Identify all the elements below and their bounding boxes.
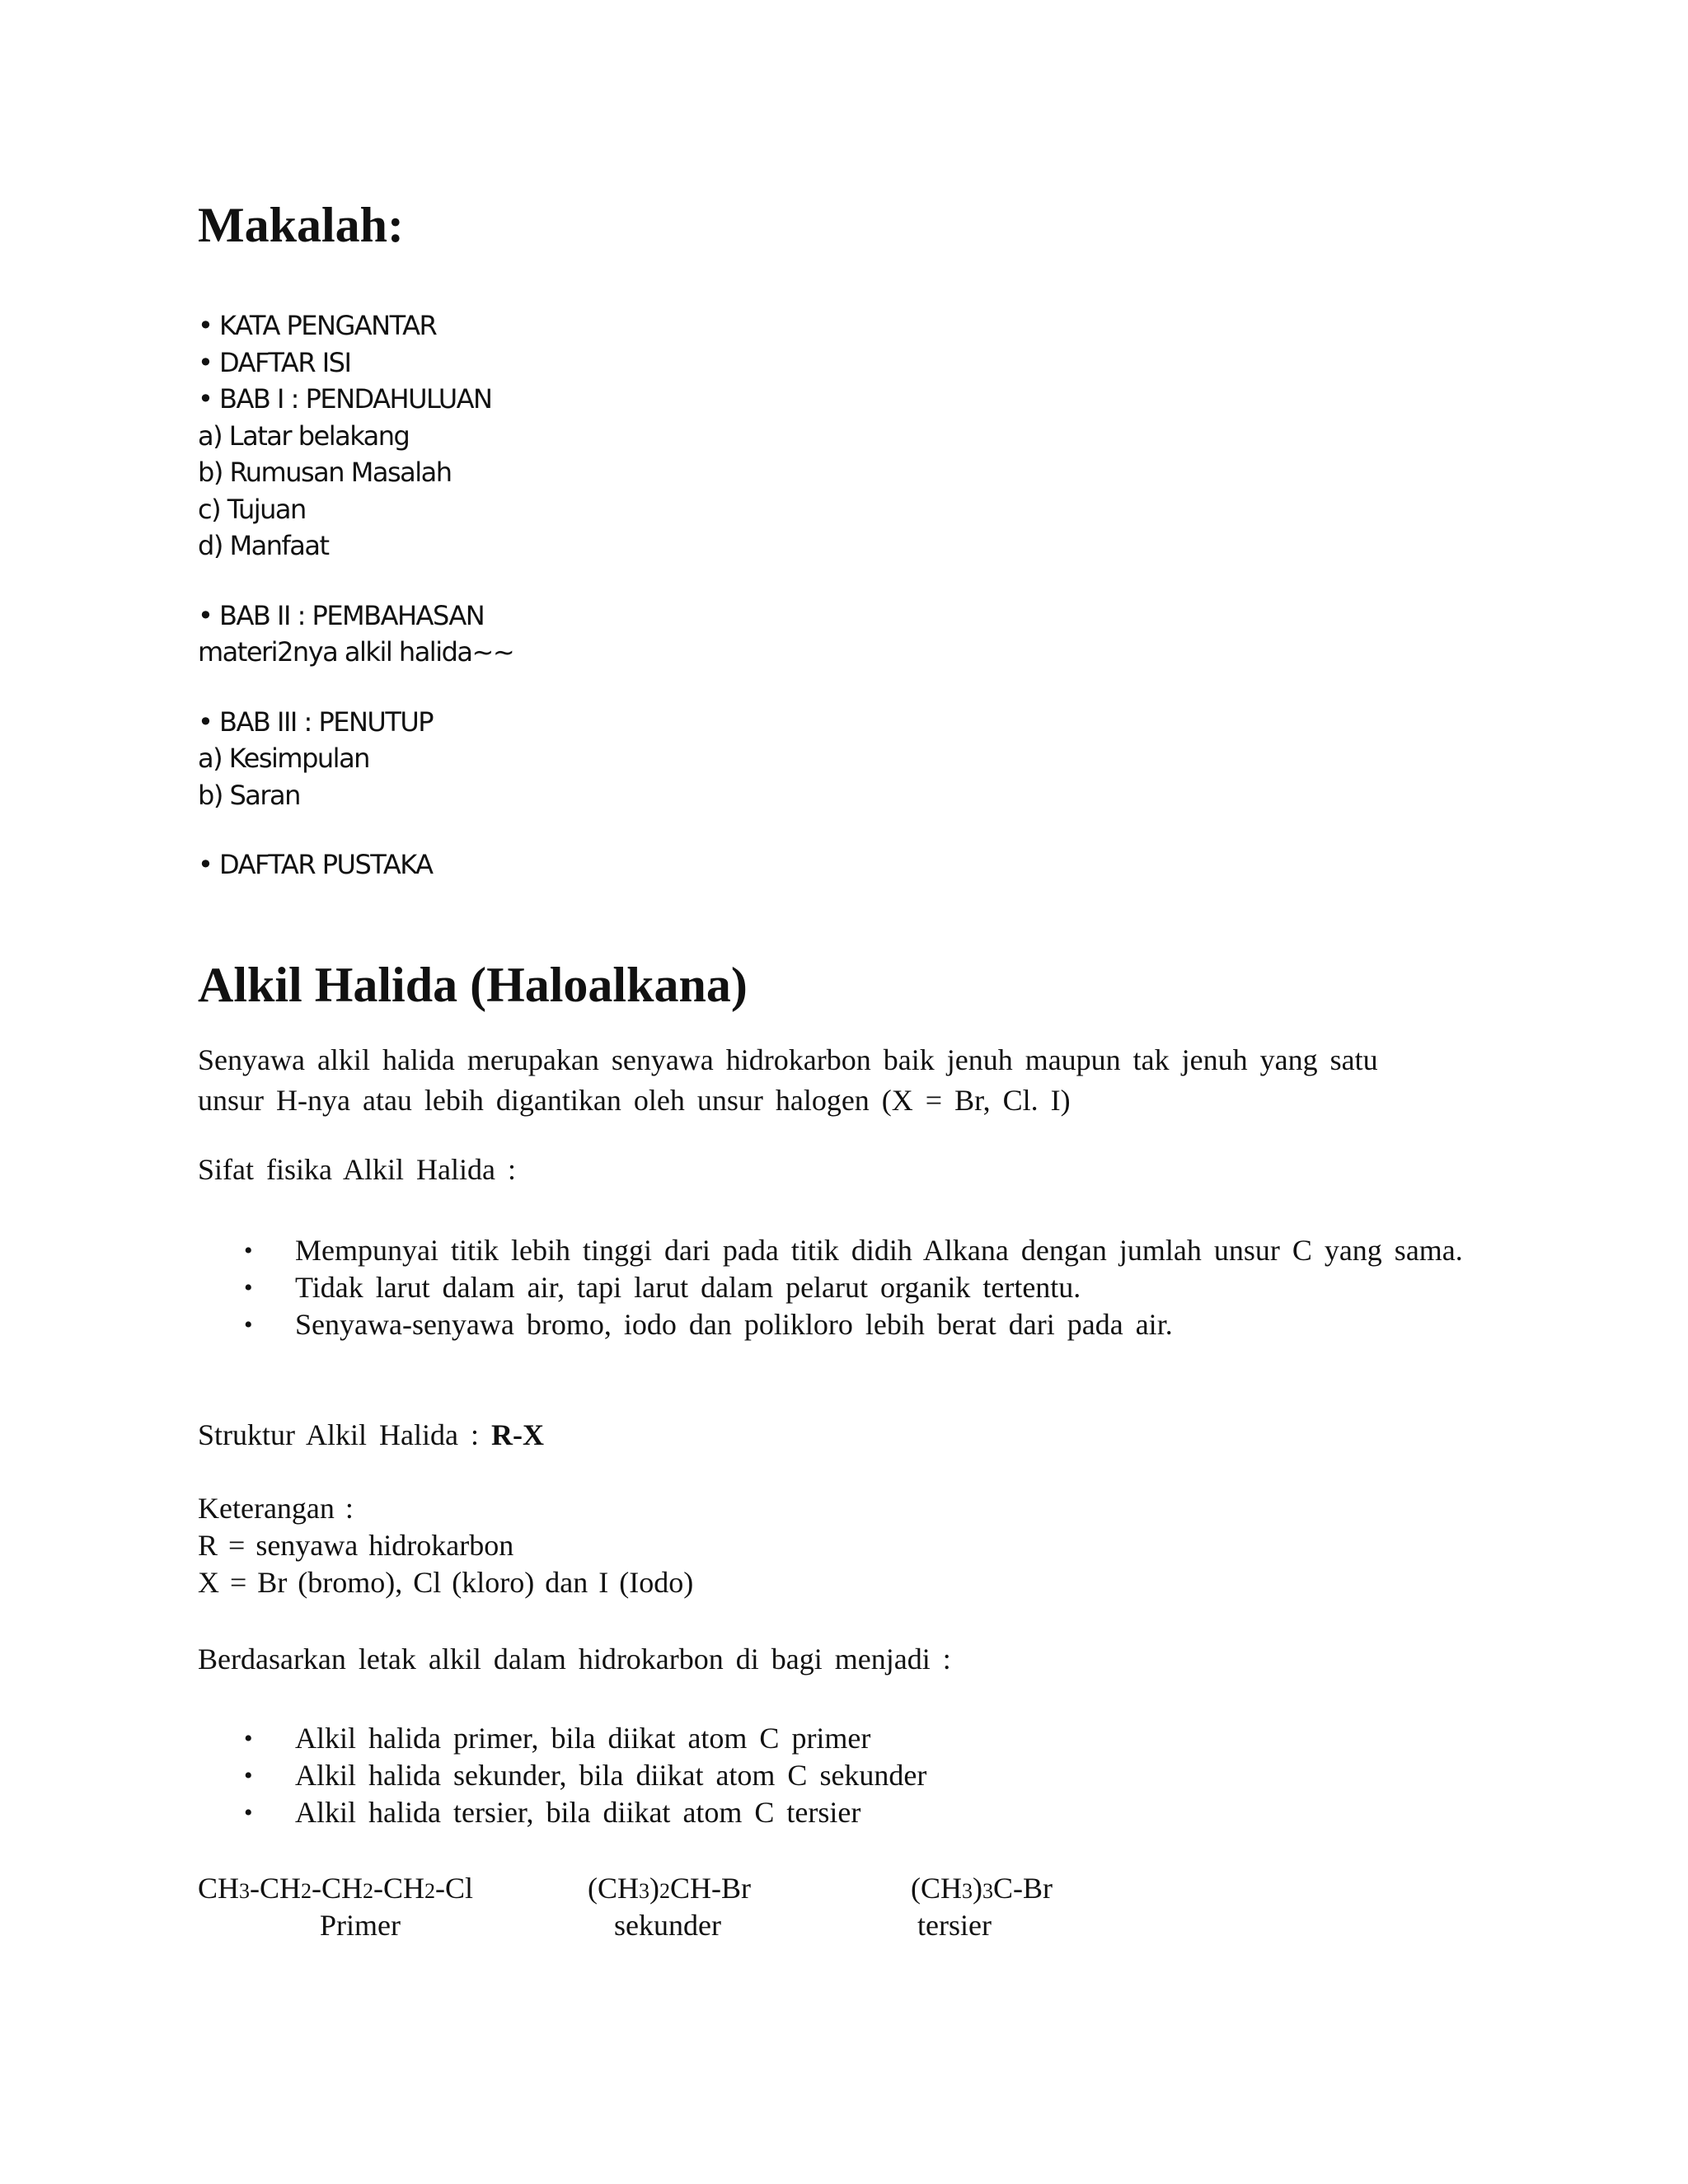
bullet-icon: • bbox=[244, 1274, 253, 1301]
formula-tersier bbox=[911, 1871, 1053, 1905]
list-item-text: Alkil halida sekunder, bila diikat atom C sekunder bbox=[295, 1759, 927, 1792]
formula-subscript: 3 bbox=[962, 1879, 973, 1903]
bullet-icon: • bbox=[244, 1237, 253, 1264]
toc-item: • DAFTAR PUSTAKA bbox=[198, 849, 433, 880]
bullet-icon: • bbox=[244, 1311, 253, 1338]
list-item-text: Senyawa-senyawa bromo, iodo dan polikloro lebih berat dari pada air. bbox=[295, 1308, 1173, 1341]
list-item-text: Mempunyai titik lebih tinggi dari pada titik didih Alkana dengan jumlah unsur C yang sama. bbox=[295, 1234, 1463, 1267]
formula-subscript: 2 bbox=[659, 1879, 670, 1903]
list-item bbox=[198, 1757, 926, 1794]
formula-part: -CH bbox=[250, 1872, 302, 1905]
struktur-label: Struktur Alkil Halida : bbox=[198, 1418, 479, 1451]
formula-part: ) bbox=[649, 1872, 659, 1905]
klasifikasi-label: Berdasarkan letak alkil dalam hidrokarbon di bagi menjadi : bbox=[198, 1643, 951, 1675]
formula-part: C-Br bbox=[993, 1872, 1053, 1905]
formula-part: ) bbox=[973, 1872, 982, 1905]
intro-line: Senyawa alkil halida merupakan senyawa hidrokarbon baik jenuh maupun tak jenuh yang satu bbox=[198, 1043, 1378, 1076]
toc-item: • BAB I : PENDAHULUAN bbox=[198, 383, 492, 415]
toc-item: b) Saran bbox=[198, 779, 300, 811]
list-item-text: Alkil halida tersier, bila diikat atom C tersier bbox=[295, 1796, 861, 1829]
intro-line: unsur H-nya atau lebih digantikan oleh unsur halogen (X = Br, Cl. I) bbox=[198, 1084, 1071, 1117]
intro-paragraph bbox=[198, 1040, 1378, 1121]
sifat-label: Sifat fisika Alkil Halida : bbox=[198, 1153, 516, 1186]
keterangan-r: R = senyawa hidrokarbon bbox=[198, 1529, 514, 1562]
bullet-icon: • bbox=[244, 1762, 253, 1789]
list-item bbox=[198, 1269, 1566, 1306]
bullet-icon: • bbox=[244, 1799, 253, 1826]
keterangan-label: Keterangan : bbox=[198, 1492, 354, 1525]
formula-part: (CH bbox=[911, 1872, 962, 1905]
alkil-halida-heading: Alkil Halida (Haloalkana) bbox=[198, 958, 748, 1012]
formula-subscript: 3 bbox=[639, 1879, 649, 1903]
struktur-formula: R-X bbox=[490, 1418, 544, 1451]
formula-subscript: 2 bbox=[301, 1879, 312, 1903]
keterangan-x: X = Br (bromo), Cl (kloro) dan I (Iodo) bbox=[198, 1566, 694, 1599]
formula-part: (CH bbox=[588, 1872, 639, 1905]
toc-item: a) Latar belakang bbox=[198, 419, 410, 452]
caption-sekunder: sekunder bbox=[614, 1909, 721, 1942]
keterangan-block bbox=[198, 1490, 693, 1601]
toc-item: a) Kesimpulan bbox=[198, 743, 369, 774]
formula-subscript: 2 bbox=[424, 1879, 436, 1903]
toc-item: • BAB II : PEMBAHASAN bbox=[198, 599, 485, 631]
formula-primer bbox=[198, 1871, 473, 1905]
klasifikasi-list bbox=[198, 1720, 926, 1831]
formula-part: CH-Br bbox=[670, 1872, 751, 1905]
formula-subscript: 3 bbox=[982, 1879, 993, 1903]
list-item bbox=[198, 1794, 926, 1831]
formula-subscript: 3 bbox=[239, 1879, 251, 1903]
list-item bbox=[198, 1720, 926, 1757]
formula-sekunder bbox=[588, 1871, 751, 1905]
toc-item: • KATA PENGANTAR bbox=[198, 310, 437, 341]
formula-part: -CH bbox=[312, 1872, 363, 1905]
toc-item: d) Manfaat bbox=[198, 530, 329, 561]
sifat-list bbox=[198, 1232, 1566, 1343]
toc-item: c) Tujuan bbox=[198, 493, 306, 525]
formula-part: CH bbox=[198, 1872, 240, 1905]
caption-tersier: tersier bbox=[917, 1909, 992, 1942]
list-item-text: Tidak larut dalam air, tapi larut dalam pelarut organik tertentu. bbox=[295, 1271, 1081, 1304]
list-item-text: Alkil halida primer, bila diikat atom C primer bbox=[295, 1722, 871, 1755]
struktur-line bbox=[198, 1418, 544, 1452]
list-item bbox=[198, 1232, 1566, 1269]
makalah-heading: Makalah: bbox=[198, 198, 405, 252]
toc-item: • DAFTAR ISI bbox=[198, 346, 351, 378]
formula-subscript: 2 bbox=[363, 1879, 374, 1903]
toc-item: b) Rumusan Masalah bbox=[198, 457, 452, 488]
toc-item: • BAB III : PENUTUP bbox=[198, 705, 434, 738]
caption-primer: Primer bbox=[320, 1909, 401, 1942]
table-of-contents bbox=[198, 307, 513, 883]
bullet-icon: • bbox=[244, 1725, 253, 1752]
formula-part: -Cl bbox=[435, 1872, 474, 1905]
formula-part: -CH bbox=[373, 1872, 425, 1905]
toc-item: materi2nya alkil halida~~ bbox=[198, 636, 514, 668]
list-item bbox=[198, 1306, 1566, 1343]
